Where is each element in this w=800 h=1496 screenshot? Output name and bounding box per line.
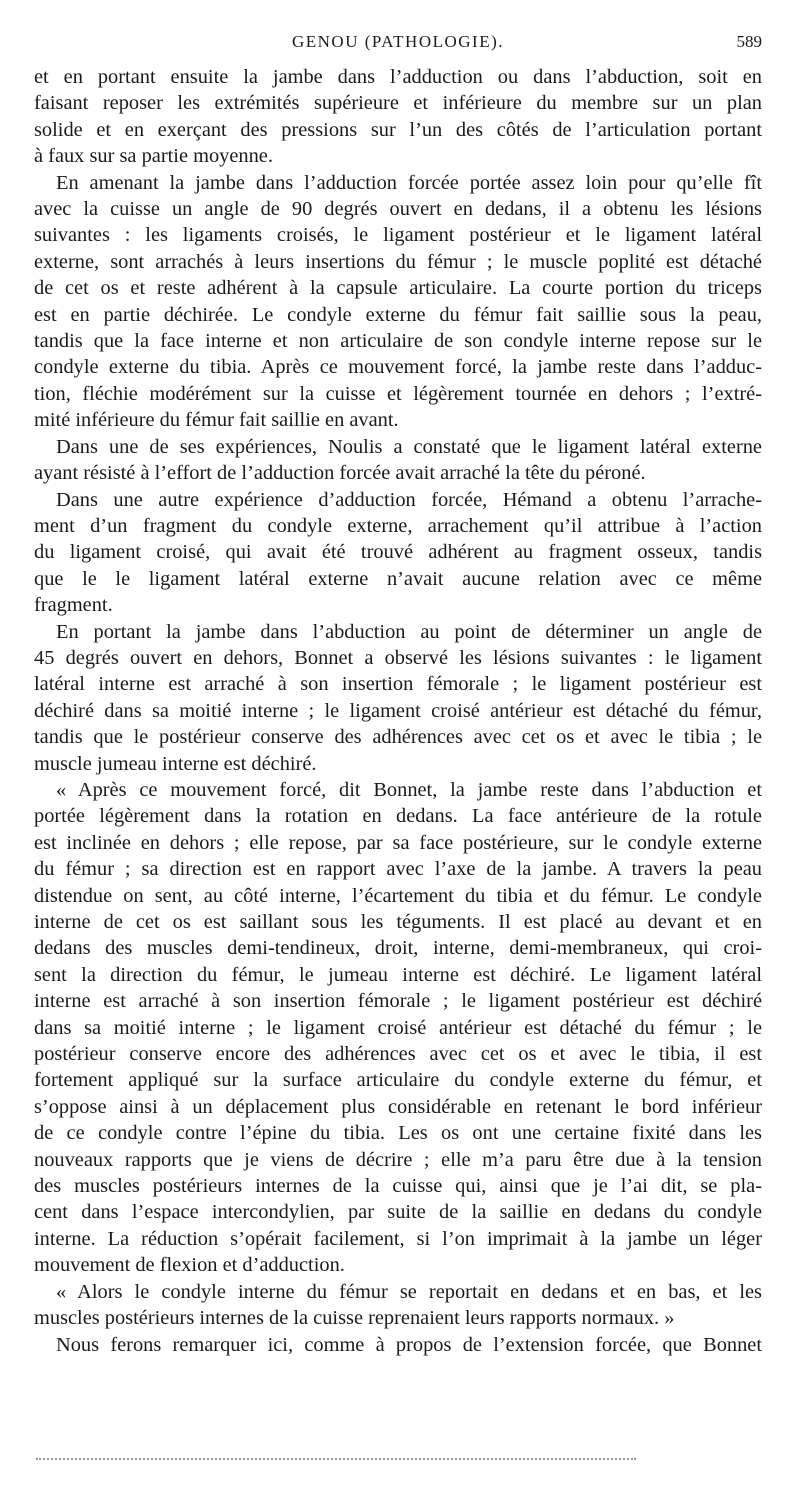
paragraph — [34, 619, 762, 777]
text-line: nouveaux rapports que je viens de décrire ; elle m’a paru être due à la tension — [34, 1148, 762, 1171]
footer-rule — [36, 1458, 636, 1460]
text-line: que le le ligament latéral externe n’avait aucune relation avec ce même — [34, 567, 762, 590]
text-line: muscle jumeau interne est déchiré. — [34, 752, 317, 775]
text-line: déchiré dans sa moitié interne ; le ligament croisé antérieur est détaché du fémur, — [34, 699, 762, 722]
text-line: externe, sont arrachés à leurs insertions du fémur ; le muscle poplité est détaché — [34, 250, 762, 273]
paragraph — [34, 434, 762, 487]
text-line: dedans des muscles demi-tendineux, droit, interne, demi-membraneux, qui croi- — [34, 937, 762, 960]
text-line: ment d’un fragment du condyle externe, arrachement qu’il attribue à l’action — [34, 514, 762, 537]
text-line: Dans une autre expérience d’adduction forcée, Hémand a obtenu l’arrache- — [56, 488, 762, 511]
text-line: interne. La réduction s’opérait facilement, si l’on imprimait à la jambe un léger — [34, 1227, 762, 1250]
text-line: « Après ce mouvement forcé, dit Bonnet, la jambe reste dans l’abduction et — [56, 778, 762, 801]
text-line: suivantes : les ligaments croisés, le ligament postérieur et le ligament latéral — [34, 224, 762, 247]
paragraph — [34, 777, 762, 1279]
text-line: cent dans l’espace intercondylien, par suite de la saillie en dedans du condyle — [34, 1201, 762, 1224]
text-line: Nous ferons remarquer ici, comme à propos de l’extension forcée, que Bonnet — [56, 1333, 762, 1356]
paragraph — [34, 64, 762, 170]
text-line: fortement appliqué sur la surface articulaire du condyle externe du fémur, et — [34, 1069, 762, 1092]
text-line: solide et en exerçant des pressions sur l’un des côtés de l’articulation portant — [34, 118, 762, 141]
text-line: est en partie déchirée. Le condyle externe du fémur fait saillie sous la peau, — [34, 303, 762, 326]
running-title: GENOU (PATHOLOGIE). — [291, 32, 505, 51]
text-line: faisant reposer les extrémités supérieure et inférieure du membre sur un plan — [34, 92, 762, 115]
paragraph — [34, 487, 762, 619]
text-line: portée légèrement dans la rotation en dedans. La face antérieure de la rotule — [34, 805, 762, 828]
text-line: interne est arraché à son insertion fémorale ; le ligament postérieur est déchiré — [34, 990, 762, 1013]
text-line: sent la direction du fémur, le jumeau interne est déchiré. Le ligament latéral — [34, 963, 762, 986]
text-line: En portant la jambe dans l’abduction au point de déterminer un angle de — [56, 620, 762, 643]
text-line: En amenant la jambe dans l’adduction forcée portée assez loin pour qu’elle fît — [56, 171, 762, 194]
page-header — [34, 30, 762, 56]
text-line: fragment. — [34, 594, 113, 617]
text-line: des muscles postérieurs internes de la cuisse qui, ainsi que je l’ai dit, se pla- — [34, 1175, 762, 1198]
text-line: de cet os et reste adhérent à la capsule articulaire. La courte portion du triceps — [34, 277, 762, 300]
text-line: mité inférieure du fémur fait saillie en avant. — [34, 409, 399, 432]
text-line: Dans une de ses expériences, Noulis a constaté que le ligament latéral externe — [56, 435, 762, 458]
text-line: latéral interne est arraché à son insertion fémorale ; le ligament postérieur est — [34, 673, 762, 696]
text-line: dans sa moitié interne ; le ligament croisé antérieur est détaché du fémur ; le — [34, 1016, 762, 1039]
text-line: et en portant ensuite la jambe dans l’adduction ou dans l’abduction, soit en — [34, 66, 762, 88]
text-line: distendue on sent, au côté interne, l’écartement du tibia et du fémur. Le condyle — [34, 884, 762, 907]
text-line: du ligament croisé, qui avait été trouvé adhérent au fragment osseux, tandis — [34, 541, 762, 564]
text-line: avec la cuisse un angle de 90 degrés ouvert en dedans, il a obtenu les lésions — [34, 198, 762, 221]
text-line: postérieur conserve encore des adhérences avec cet os et avec le tibia, il est — [34, 1043, 762, 1066]
text-line: tandis que la face interne et non articulaire de son condyle interne repose sur le — [34, 330, 762, 353]
text-line: condyle externe du tibia. Après ce mouvement forcé, la jambe reste dans l’adduc- — [34, 356, 762, 379]
text-line: tandis que le postérieur conserve des adhérences avec cet os et avec le tibia ; le — [34, 726, 762, 749]
text-line: « Alors le condyle interne du fémur se reportait en dedans et en bas, et les — [56, 1280, 762, 1303]
text-line: s’oppose ainsi à un déplacement plus considérable en retenant le bord inférieur — [34, 1095, 762, 1118]
paragraph — [34, 1332, 762, 1358]
text-line: ayant résisté à l’effort de l’adduction forcée avait arraché la tête du péroné. — [34, 462, 646, 485]
body-text — [34, 64, 762, 1358]
text-line: 45 degrés ouvert en dehors, Bonnet a observé les lésions suivantes : le ligament — [34, 646, 762, 669]
text-line: à faux sur sa partie moyenne. — [34, 145, 273, 168]
page-number: 589 — [736, 32, 762, 51]
text-line: muscles postérieurs internes de la cuisse reprenaient leurs rapports normaux. » — [34, 1307, 675, 1330]
text-line: tion, fléchie modérément sur la cuisse et légèrement tournée en dehors ; l’extré- — [34, 382, 762, 405]
text-line: mouvement de flexion et d’adduction. — [34, 1254, 345, 1277]
text-line: du fémur ; sa direction est en rapport avec l’axe de la jambe. A travers la peau — [34, 858, 762, 881]
text-line: de ce condyle contre l’épine du tibia. Les os ont une certaine fixité dans les — [34, 1122, 762, 1145]
text-line: interne de cet os est saillant sous les téguments. Il est placé au devant et en — [34, 911, 762, 933]
paragraph — [34, 1279, 762, 1332]
paragraph — [34, 170, 762, 434]
text-line: est inclinée en dehors ; elle repose, par sa face postérieure, sur le condyle externe — [34, 831, 762, 854]
